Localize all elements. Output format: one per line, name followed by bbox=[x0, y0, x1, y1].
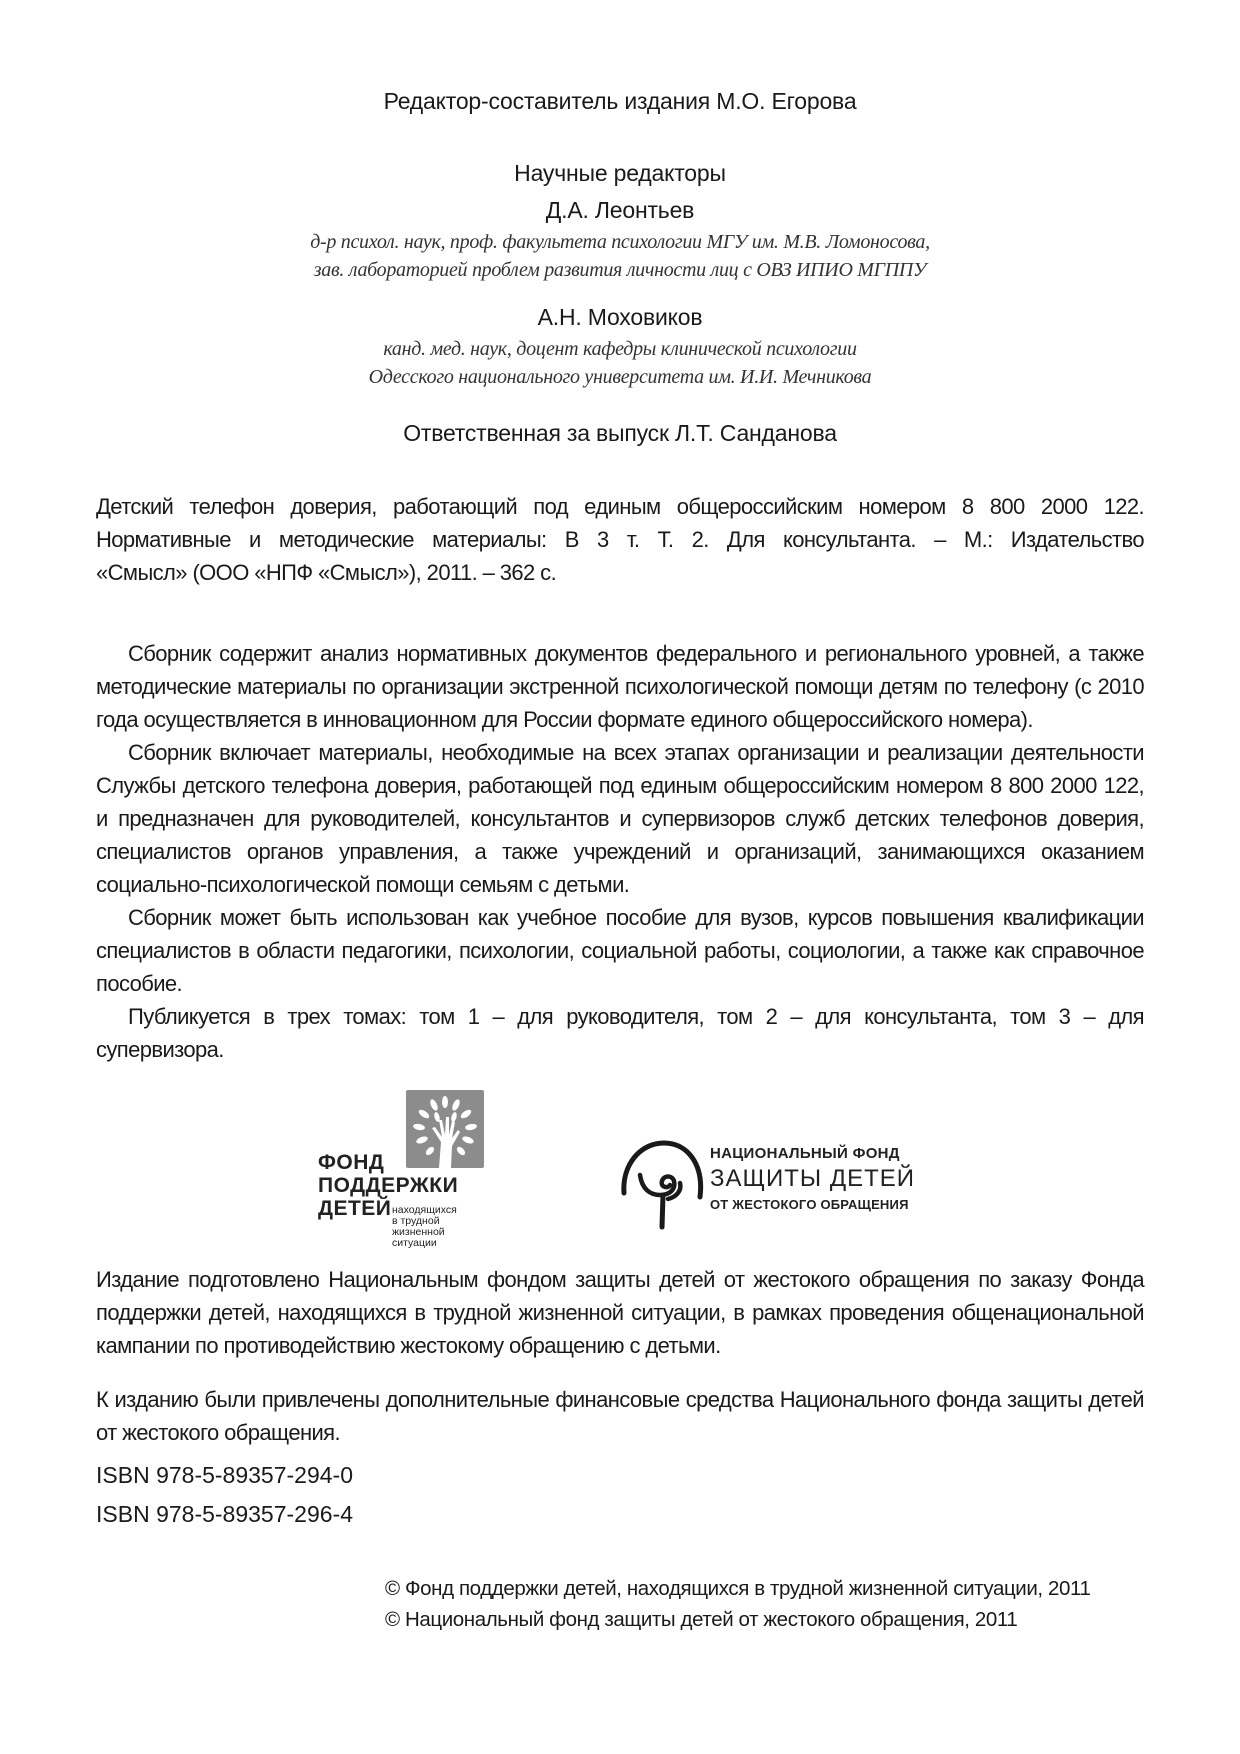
logo-subtitle-line: находящихся bbox=[392, 1204, 457, 1216]
prepared-by-note bbox=[96, 1263, 1144, 1362]
logo-subtitle-line: ситуации bbox=[392, 1237, 437, 1249]
bib-line: Нормативные и методические материалы: В 3 т. Т. 2. Для консультанта. – М.: Издательство bbox=[96, 527, 1144, 552]
copyright-line: © Фонд поддержки детей, находящихся в трудной жизненной ситуации, 2011 bbox=[385, 1577, 1091, 1600]
responsible-credit: Ответственная за выпуск Л.Т. Санданова bbox=[403, 420, 837, 446]
fund-support-children-logo bbox=[318, 1090, 488, 1250]
logo-word: ФОНД bbox=[318, 1151, 385, 1174]
copyright-line: © Национальный фонд защиты детей от жестокого обращения, 2011 bbox=[385, 1608, 1018, 1631]
tree-hand-icon bbox=[406, 1090, 484, 1168]
logo-word: ПОДДЕРЖКИ bbox=[318, 1174, 459, 1197]
editor-name: Д.А. Леонтьев bbox=[545, 197, 695, 223]
funding-text: К изданию были привлечены дополнительные финансовые средства Национального фонда защиты детей от жестокого обращения. bbox=[96, 1387, 1144, 1445]
logo-line: НАЦИОНАЛЬНЫЙ ФОНД bbox=[710, 1145, 900, 1162]
prepared-by-text: Издание подготовлено Национальным фондом защиты детей от жестокого обращения по заказу Фонда поддержки детей, находящихся в трудной жизненной ситуации, в рамках проведения общенациональной кампании по противодействию жестокому обращению с детьми. bbox=[96, 1267, 1144, 1358]
compiler-credit: Редактор-составитель издания М.О. Егорова bbox=[383, 88, 857, 114]
editor-name: А.Н. Моховиков bbox=[537, 304, 703, 330]
abstract-paragraph: Сборник включает материалы, необходимые на всех этапах организации и реализации деятельности Службы детского телефона доверия, работающей под единым общероссийским номером 8 800 2000 122, и предназначен для руководителей, консультантов и супервизоров служб детских телефонов доверия, специалистов органов управления, а также учреждений и организаций, занимающихся оказанием социально-психологической помощи семьям с детьми. bbox=[96, 740, 1144, 897]
editor-affiliation: Одесского национального университета им. И.И. Мечникова bbox=[368, 366, 872, 388]
abstract-paragraph: Публикуется в трех томах: том 1 – для руководителя, том 2 – для консультанта, том 3 – для супервизора. bbox=[96, 1004, 1144, 1062]
abstract-paragraph: Сборник содержит анализ нормативных документов федерального и регионального уровней, а также методические материалы по организации экстренной психологической помощи детям по телефону (с 2010 года осуществляется в инновационном для России формате единого общероссийского номера). bbox=[96, 641, 1144, 732]
isbn: ISBN 978-5-89357-296-4 bbox=[96, 1501, 353, 1527]
abstract-paragraph: Сборник может быть использован как учебное пособие для вузов, курсов повышения квалификации специалистов в области педагогики, психологии, социальной работы, социологии, а также как справочное пособие. bbox=[96, 905, 1144, 996]
spiral-arc-icon bbox=[618, 1135, 708, 1235]
logo-line: ЗАЩИТЫ ДЕТЕЙ bbox=[710, 1165, 916, 1192]
national-child-protection-fund-logo bbox=[618, 1135, 938, 1235]
logo-subtitle-line: в трудной bbox=[392, 1215, 440, 1227]
bib-line: Детский телефон доверия, работающий под единым общероссийским номером 8 800 2000 122. bbox=[96, 494, 1144, 519]
logo-word: ДЕТЕЙ bbox=[318, 1197, 392, 1220]
abstract bbox=[96, 637, 1144, 1066]
editor-affiliation: д-р психол. наук, проф. факультета психологии МГУ им. М.В. Ломоносова, bbox=[310, 231, 930, 253]
editor-affiliation: зав. лабораторией проблем развития личности лиц с ОВЗ ИПИО МГППУ bbox=[313, 259, 927, 281]
editor-affiliation: канд. мед. наук, доцент кафедры клинической психологии bbox=[383, 338, 857, 360]
logo-subtitle-line: жизненной bbox=[392, 1226, 445, 1238]
bib-line: «Смысл» (ООО «НПФ «Смысл»), 2011. – 362 с. bbox=[96, 560, 557, 585]
logo-line: ОТ ЖЕСТОКОГО ОБРАЩЕНИЯ bbox=[710, 1197, 909, 1212]
scientific-editors-heading: Научные редакторы bbox=[514, 160, 726, 186]
funding-note bbox=[96, 1383, 1144, 1449]
bibliographic-record bbox=[96, 490, 1144, 589]
logo-subtitle bbox=[392, 1205, 457, 1249]
isbn: ISBN 978-5-89357-294-0 bbox=[96, 1462, 353, 1488]
